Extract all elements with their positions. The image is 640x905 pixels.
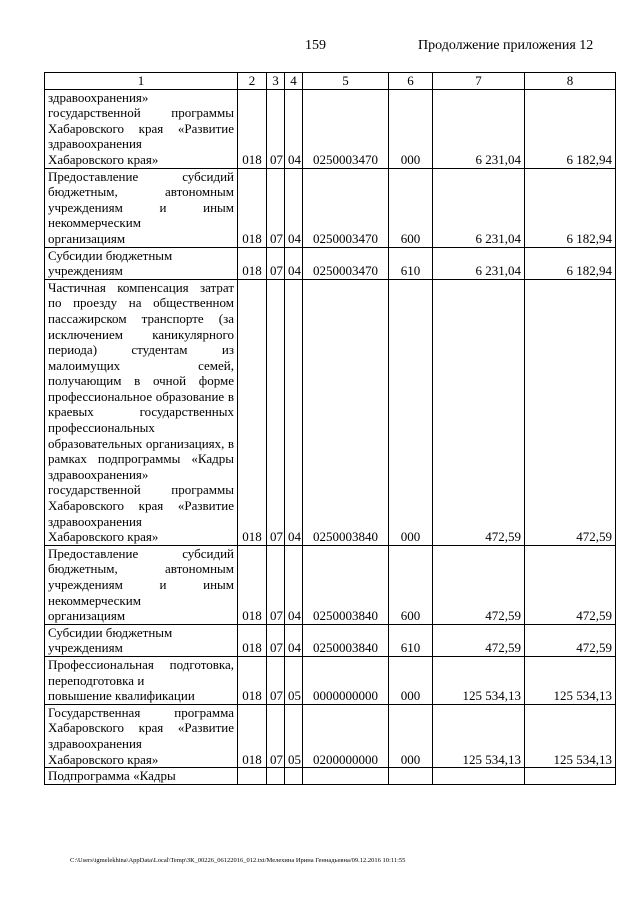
cell-col-7: 6 231,04 (433, 168, 525, 247)
row-name: Субсидии бюджетным учреждениям (48, 247, 173, 279)
cell-col-6 (389, 768, 433, 785)
cell-col-4: 04 (285, 279, 303, 545)
column-header: 8 (525, 73, 616, 90)
cell-col-7: 125 534,13 (433, 704, 525, 767)
row-name-cell (45, 656, 238, 704)
cell-col-8 (525, 768, 616, 785)
row-name: Предоставление субсидий бюджетным, автономным учреждениям и иным некоммерческим организациям (48, 168, 234, 246)
row-name-cell (45, 704, 238, 767)
cell-col-8: 125 534,13 (525, 656, 616, 704)
cell-col-5: 0250003840 (303, 624, 389, 656)
row-name: Субсидии бюджетным учреждениям (48, 624, 173, 656)
row-name: Частичная компенсация затрат по проезду на общественном пассажирском транспорте (за исключением каникулярного периода) студентам из малоимущих семей, получающим в очной форме профессиональное образование в краевых государственных профессиональных образовательных организациях, в рамках подпрограммы «Кадры здравоохранения» государственной программы Хабаровского края «Развитие здравоохранения Хабаровского края» (48, 279, 234, 545)
cell-col-6: 000 (389, 704, 433, 767)
cell-col-3: 07 (267, 704, 285, 767)
cell-col-8: 6 182,94 (525, 89, 616, 168)
cell-col-8: 472,59 (525, 545, 616, 624)
cell-col-8: 472,59 (525, 624, 616, 656)
cell-col-8: 6 182,94 (525, 247, 616, 279)
cell-col-3 (267, 768, 285, 785)
cell-col-5: 0250003470 (303, 89, 389, 168)
cell-col-7: 472,59 (433, 624, 525, 656)
cell-col-5: 0250003840 (303, 279, 389, 545)
cell-col-5: 0250003470 (303, 168, 389, 247)
column-header: 6 (389, 73, 433, 90)
column-header-row (45, 73, 616, 90)
cell-col-7 (433, 768, 525, 785)
cell-col-5: 0200000000 (303, 704, 389, 767)
cell-col-7: 472,59 (433, 279, 525, 545)
cell-col-5: 0250003840 (303, 545, 389, 624)
file-path-footer: C:\Users\igmelekhina\AppData\Local\Temp\ЗК_00226_06122016_012.txt/Мелехина Ирина Геннадьевна/09.12.2016 10:11:55 (70, 857, 406, 864)
row-name-cell (45, 89, 238, 168)
cell-col-2: 018 (238, 656, 267, 704)
cell-col-2: 018 (238, 247, 267, 279)
row-name-cell (45, 624, 238, 656)
table-row (45, 89, 616, 168)
cell-col-4: 04 (285, 247, 303, 279)
cell-col-3: 07 (267, 89, 285, 168)
row-name-cell (45, 768, 238, 785)
table-row (45, 768, 616, 785)
column-header: 4 (285, 73, 303, 90)
cell-col-6: 600 (389, 168, 433, 247)
budget-table (44, 72, 616, 785)
column-header: 7 (433, 73, 525, 90)
cell-col-3: 07 (267, 168, 285, 247)
cell-col-6: 600 (389, 545, 433, 624)
cell-col-3: 07 (267, 624, 285, 656)
table-row (45, 545, 616, 624)
table-row (45, 247, 616, 279)
row-name-cell (45, 545, 238, 624)
cell-col-4: 04 (285, 89, 303, 168)
cell-col-6: 610 (389, 624, 433, 656)
column-header: 3 (267, 73, 285, 90)
cell-col-2: 018 (238, 168, 267, 247)
cell-col-4 (285, 768, 303, 785)
row-name: Государственная программа Хабаровского края «Развитие здравоохранения Хабаровского края» (48, 704, 234, 767)
column-header: 1 (45, 73, 238, 90)
table-row (45, 279, 616, 545)
cell-col-6: 610 (389, 247, 433, 279)
row-name-cell (45, 168, 238, 247)
cell-col-7: 125 534,13 (433, 656, 525, 704)
cell-col-8: 6 182,94 (525, 168, 616, 247)
cell-col-3: 07 (267, 279, 285, 545)
cell-col-7: 6 231,04 (433, 89, 525, 168)
cell-col-2: 018 (238, 704, 267, 767)
cell-col-4: 05 (285, 656, 303, 704)
cell-col-2: 018 (238, 279, 267, 545)
cell-col-8: 125 534,13 (525, 704, 616, 767)
cell-col-8: 472,59 (525, 279, 616, 545)
cell-col-4: 04 (285, 168, 303, 247)
cell-col-2: 018 (238, 624, 267, 656)
continuation-label: Продолжение приложения 12 (418, 38, 594, 53)
row-name: Подпрограмма «Кадры (48, 768, 176, 784)
table-row (45, 624, 616, 656)
cell-col-4: 05 (285, 704, 303, 767)
cell-col-6: 000 (389, 89, 433, 168)
cell-col-2: 018 (238, 89, 267, 168)
cell-col-3: 07 (267, 545, 285, 624)
cell-col-7: 6 231,04 (433, 247, 525, 279)
cell-col-5: 0250003470 (303, 247, 389, 279)
row-name: Профессиональная подготовка, переподготовка и повышение квалификации (48, 656, 234, 704)
cell-col-5: 0000000000 (303, 656, 389, 704)
row-name: здравоохранения» государственной программы Хабаровского края «Развитие здравоохранения Хабаровского края» (48, 89, 234, 167)
table-row (45, 168, 616, 247)
row-name-cell (45, 247, 238, 279)
row-name-cell (45, 279, 238, 545)
cell-col-2: 018 (238, 545, 267, 624)
column-header: 5 (303, 73, 389, 90)
cell-col-6: 000 (389, 279, 433, 545)
cell-col-4: 04 (285, 545, 303, 624)
table-row (45, 656, 616, 704)
cell-col-7: 472,59 (433, 545, 525, 624)
cell-col-5 (303, 768, 389, 785)
table-row (45, 704, 616, 767)
cell-col-6: 000 (389, 656, 433, 704)
cell-col-4: 04 (285, 624, 303, 656)
page-number: 159 (305, 38, 326, 53)
column-header: 2 (238, 73, 267, 90)
row-name: Предоставление субсидий бюджетным, автономным учреждениям и иным некоммерческим организациям (48, 545, 234, 624)
cell-col-3: 07 (267, 247, 285, 279)
cell-col-2 (238, 768, 267, 785)
cell-col-3: 07 (267, 656, 285, 704)
